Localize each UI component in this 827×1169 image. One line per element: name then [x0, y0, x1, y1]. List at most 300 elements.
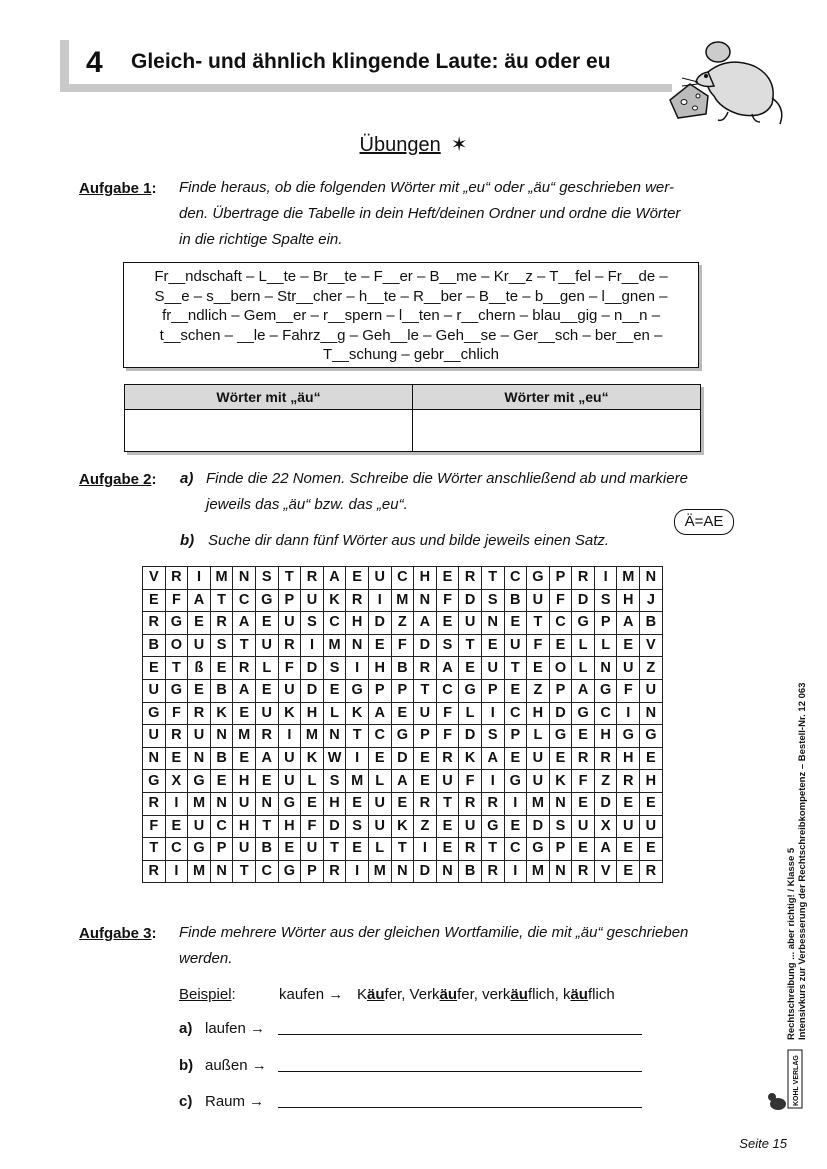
grid-cell[interactable]: R — [617, 770, 640, 793]
grid-cell[interactable]: U — [481, 657, 504, 680]
grid-cell[interactable]: T — [165, 657, 188, 680]
grid-cell[interactable]: E — [572, 792, 595, 815]
grid-cell[interactable]: R — [210, 612, 233, 635]
grid-cell[interactable]: R — [572, 747, 595, 770]
grid-cell[interactable]: U — [278, 679, 301, 702]
grid-cell[interactable]: S — [210, 634, 233, 657]
grid-cell[interactable]: R — [188, 702, 211, 725]
grid-cell[interactable]: G — [572, 702, 595, 725]
grid-cell[interactable]: P — [549, 838, 572, 861]
grid-cell[interactable]: H — [323, 792, 346, 815]
grid-cell[interactable]: J — [640, 589, 663, 612]
grid-cell[interactable]: N — [481, 612, 504, 635]
grid-cell[interactable]: A — [255, 747, 278, 770]
grid-cell[interactable]: E — [255, 679, 278, 702]
grid-cell[interactable]: E — [504, 679, 527, 702]
grid-cell[interactable]: R — [301, 567, 324, 590]
grid-cell[interactable]: R — [165, 567, 188, 590]
grid-cell[interactable]: C — [233, 589, 256, 612]
grid-cell[interactable]: H — [617, 589, 640, 612]
grid-cell[interactable]: R — [436, 747, 459, 770]
grid-cell[interactable]: F — [143, 815, 166, 838]
grid-cell[interactable]: R — [143, 792, 166, 815]
grid-cell[interactable]: P — [549, 679, 572, 702]
grid-cell[interactable]: I — [165, 792, 188, 815]
grid-cell[interactable]: T — [346, 725, 369, 748]
grid-cell[interactable]: U — [617, 815, 640, 838]
word-search-grid[interactable] — [142, 566, 663, 883]
grid-cell[interactable]: U — [368, 792, 391, 815]
grid-cell[interactable]: U — [143, 725, 166, 748]
grid-cell[interactable]: T — [143, 838, 166, 861]
grid-cell[interactable]: N — [210, 725, 233, 748]
grid-cell[interactable]: F — [391, 634, 414, 657]
grid-cell[interactable]: E — [346, 792, 369, 815]
grid-cell[interactable]: K — [549, 770, 572, 793]
grid-cell[interactable]: H — [617, 747, 640, 770]
grid-cell[interactable]: P — [210, 838, 233, 861]
grid-cell[interactable]: R — [143, 612, 166, 635]
grid-cell[interactable]: T — [414, 679, 437, 702]
grid-cell[interactable]: D — [414, 860, 437, 883]
grid-cell[interactable]: E — [617, 792, 640, 815]
grid-cell[interactable]: E — [504, 612, 527, 635]
grid-cell[interactable]: E — [323, 679, 346, 702]
grid-cell[interactable]: H — [278, 815, 301, 838]
grid-cell[interactable]: I — [594, 567, 617, 590]
grid-cell[interactable]: M — [323, 634, 346, 657]
grid-cell[interactable]: U — [278, 747, 301, 770]
grid-cell[interactable]: A — [436, 657, 459, 680]
grid-cell[interactable]: E — [233, 747, 256, 770]
grid-cell[interactable]: R — [459, 567, 482, 590]
grid-cell[interactable]: M — [527, 792, 550, 815]
grid-cell[interactable]: N — [549, 860, 572, 883]
grid-cell[interactable]: U — [572, 815, 595, 838]
grid-cell[interactable]: C — [210, 815, 233, 838]
grid-cell[interactable]: I — [278, 725, 301, 748]
grid-cell[interactable]: M — [527, 860, 550, 883]
answer-line-a[interactable] — [278, 1034, 642, 1035]
grid-cell[interactable]: F — [459, 770, 482, 793]
grid-cell[interactable]: S — [481, 589, 504, 612]
grid-cell[interactable]: E — [527, 657, 550, 680]
grid-cell[interactable]: T — [436, 792, 459, 815]
grid-cell[interactable]: U — [255, 702, 278, 725]
grid-cell[interactable]: C — [391, 567, 414, 590]
grid-cell[interactable]: Z — [414, 815, 437, 838]
grid-cell[interactable]: R — [233, 657, 256, 680]
grid-cell[interactable]: E — [391, 702, 414, 725]
grid-cell[interactable]: E — [188, 612, 211, 635]
grid-cell[interactable]: E — [504, 815, 527, 838]
grid-cell[interactable]: D — [414, 634, 437, 657]
grid-cell[interactable]: Z — [594, 770, 617, 793]
grid-cell[interactable]: A — [368, 702, 391, 725]
grid-cell[interactable]: I — [188, 567, 211, 590]
grid-cell[interactable]: G — [481, 815, 504, 838]
grid-cell[interactable]: D — [549, 702, 572, 725]
grid-cell[interactable]: R — [640, 860, 663, 883]
grid-cell[interactable]: G — [504, 770, 527, 793]
grid-cell[interactable]: M — [188, 792, 211, 815]
grid-cell[interactable]: E — [346, 567, 369, 590]
grid-cell[interactable]: C — [504, 838, 527, 861]
grid-cell[interactable]: T — [255, 815, 278, 838]
grid-cell[interactable]: N — [210, 792, 233, 815]
grid-cell[interactable]: U — [504, 634, 527, 657]
answer-line-b[interactable] — [278, 1071, 642, 1072]
grid-cell[interactable]: N — [233, 567, 256, 590]
grid-cell[interactable]: C — [436, 679, 459, 702]
grid-cell[interactable]: M — [368, 860, 391, 883]
grid-cell[interactable]: B — [210, 679, 233, 702]
grid-cell[interactable]: X — [165, 770, 188, 793]
grid-cell[interactable]: K — [210, 702, 233, 725]
grid-cell[interactable]: V — [594, 860, 617, 883]
grid-cell[interactable]: F — [278, 657, 301, 680]
grid-cell[interactable]: W — [323, 747, 346, 770]
grid-cell[interactable]: G — [617, 725, 640, 748]
grid-cell[interactable]: E — [572, 838, 595, 861]
grid-cell[interactable]: M — [233, 725, 256, 748]
grid-cell[interactable]: U — [459, 612, 482, 635]
grid-cell[interactable]: E — [436, 567, 459, 590]
grid-cell[interactable]: D — [323, 815, 346, 838]
grid-cell[interactable]: E — [617, 838, 640, 861]
grid-cell[interactable]: G — [549, 725, 572, 748]
grid-cell[interactable]: E — [640, 792, 663, 815]
grid-cell[interactable]: E — [640, 838, 663, 861]
grid-cell[interactable]: V — [143, 567, 166, 590]
answer-line-c[interactable] — [278, 1107, 642, 1108]
grid-cell[interactable]: F — [436, 725, 459, 748]
grid-cell[interactable]: E — [368, 747, 391, 770]
grid-cell[interactable]: A — [414, 612, 437, 635]
grid-cell[interactable]: G — [594, 679, 617, 702]
grid-cell[interactable]: K — [391, 815, 414, 838]
grid-cell[interactable]: E — [255, 612, 278, 635]
grid-cell[interactable]: E — [436, 815, 459, 838]
grid-cell[interactable]: I — [301, 634, 324, 657]
grid-cell[interactable]: K — [459, 747, 482, 770]
grid-cell[interactable]: L — [301, 770, 324, 793]
grid-cell[interactable]: U — [278, 612, 301, 635]
grid-cell[interactable]: F — [436, 589, 459, 612]
grid-cell[interactable]: N — [210, 860, 233, 883]
grid-cell[interactable]: R — [481, 792, 504, 815]
grid-cell[interactable]: I — [481, 770, 504, 793]
grid-cell[interactable]: T — [210, 589, 233, 612]
grid-cell[interactable]: P — [301, 860, 324, 883]
grid-cell[interactable]: E — [165, 815, 188, 838]
grid-cell[interactable]: C — [165, 838, 188, 861]
grid-cell[interactable]: U — [617, 657, 640, 680]
grid-cell[interactable]: R — [414, 657, 437, 680]
grid-cell[interactable]: Z — [640, 657, 663, 680]
grid-cell[interactable]: A — [233, 679, 256, 702]
grid-cell[interactable]: H — [346, 612, 369, 635]
grid-cell[interactable]: U — [143, 679, 166, 702]
grid-cell[interactable]: B — [391, 657, 414, 680]
grid-cell[interactable]: C — [504, 702, 527, 725]
table-cell-eu[interactable] — [413, 410, 701, 452]
grid-cell[interactable]: N — [594, 657, 617, 680]
grid-cell[interactable]: G — [391, 725, 414, 748]
grid-cell[interactable]: A — [323, 567, 346, 590]
grid-cell[interactable]: B — [255, 838, 278, 861]
grid-cell[interactable]: T — [278, 567, 301, 590]
grid-cell[interactable]: A — [233, 612, 256, 635]
grid-cell[interactable]: T — [459, 634, 482, 657]
grid-cell[interactable]: A — [188, 589, 211, 612]
grid-cell[interactable]: B — [504, 589, 527, 612]
grid-cell[interactable]: L — [527, 725, 550, 748]
grid-cell[interactable]: G — [527, 838, 550, 861]
grid-cell[interactable]: N — [414, 589, 437, 612]
grid-cell[interactable]: P — [504, 725, 527, 748]
grid-cell[interactable]: L — [594, 634, 617, 657]
grid-cell[interactable]: B — [459, 860, 482, 883]
grid-cell[interactable]: U — [527, 589, 550, 612]
grid-cell[interactable]: E — [368, 634, 391, 657]
grid-cell[interactable]: E — [549, 634, 572, 657]
grid-cell[interactable]: C — [368, 725, 391, 748]
grid-cell[interactable]: U — [640, 679, 663, 702]
grid-cell[interactable]: S — [323, 657, 346, 680]
grid-cell[interactable]: I — [346, 860, 369, 883]
grid-cell[interactable]: P — [414, 725, 437, 748]
grid-cell[interactable]: C — [323, 612, 346, 635]
grid-cell[interactable]: E — [572, 725, 595, 748]
grid-cell[interactable]: T — [481, 838, 504, 861]
grid-cell[interactable]: L — [368, 770, 391, 793]
grid-cell[interactable]: U — [188, 725, 211, 748]
grid-cell[interactable]: P — [481, 679, 504, 702]
grid-cell[interactable]: N — [346, 634, 369, 657]
grid-cell[interactable]: L — [323, 702, 346, 725]
grid-cell[interactable]: R — [143, 860, 166, 883]
grid-cell[interactable]: U — [233, 838, 256, 861]
grid-cell[interactable]: H — [640, 770, 663, 793]
grid-cell[interactable]: N — [640, 567, 663, 590]
grid-cell[interactable]: N — [391, 860, 414, 883]
grid-cell[interactable]: S — [346, 815, 369, 838]
grid-cell[interactable]: K — [278, 702, 301, 725]
grid-cell[interactable]: U — [414, 702, 437, 725]
grid-cell[interactable]: T — [527, 612, 550, 635]
grid-cell[interactable]: E — [233, 702, 256, 725]
grid-cell[interactable]: D — [527, 815, 550, 838]
grid-cell[interactable]: A — [617, 612, 640, 635]
grid-cell[interactable]: U — [278, 770, 301, 793]
grid-cell[interactable]: G — [346, 679, 369, 702]
grid-cell[interactable]: R — [278, 634, 301, 657]
grid-cell[interactable]: E — [301, 792, 324, 815]
grid-cell[interactable]: U — [527, 770, 550, 793]
grid-cell[interactable]: U — [188, 634, 211, 657]
grid-cell[interactable]: O — [549, 657, 572, 680]
grid-cell[interactable]: I — [481, 702, 504, 725]
grid-cell[interactable]: I — [165, 860, 188, 883]
grid-cell[interactable]: E — [255, 770, 278, 793]
grid-cell[interactable]: G — [165, 612, 188, 635]
grid-cell[interactable]: G — [278, 860, 301, 883]
grid-cell[interactable]: I — [368, 589, 391, 612]
grid-cell[interactable]: G — [527, 567, 550, 590]
grid-cell[interactable]: F — [527, 634, 550, 657]
grid-cell[interactable]: N — [188, 747, 211, 770]
grid-cell[interactable]: U — [527, 747, 550, 770]
grid-cell[interactable]: F — [165, 589, 188, 612]
grid-cell[interactable]: E — [617, 860, 640, 883]
grid-cell[interactable]: O — [165, 634, 188, 657]
grid-cell[interactable]: S — [481, 725, 504, 748]
grid-cell[interactable]: E — [346, 838, 369, 861]
grid-cell[interactable]: G — [640, 725, 663, 748]
grid-cell[interactable]: E — [414, 747, 437, 770]
grid-cell[interactable]: M — [188, 860, 211, 883]
grid-cell[interactable]: F — [165, 702, 188, 725]
grid-cell[interactable]: R — [414, 792, 437, 815]
grid-cell[interactable]: G — [188, 838, 211, 861]
grid-cell[interactable]: E — [143, 589, 166, 612]
grid-cell[interactable]: E — [143, 657, 166, 680]
grid-cell[interactable]: I — [414, 838, 437, 861]
grid-cell[interactable]: T — [233, 634, 256, 657]
grid-cell[interactable]: G — [188, 770, 211, 793]
grid-cell[interactable]: P — [594, 612, 617, 635]
grid-cell[interactable]: F — [572, 770, 595, 793]
grid-cell[interactable]: R — [165, 725, 188, 748]
grid-cell[interactable]: T — [481, 567, 504, 590]
grid-cell[interactable]: I — [346, 747, 369, 770]
grid-cell[interactable]: G — [143, 770, 166, 793]
grid-cell[interactable]: I — [617, 702, 640, 725]
grid-cell[interactable]: E — [210, 770, 233, 793]
grid-cell[interactable]: A — [594, 838, 617, 861]
grid-cell[interactable]: I — [504, 792, 527, 815]
grid-cell[interactable]: U — [301, 838, 324, 861]
grid-cell[interactable]: D — [368, 612, 391, 635]
grid-cell[interactable]: G — [143, 702, 166, 725]
grid-cell[interactable]: E — [549, 747, 572, 770]
grid-cell[interactable]: H — [233, 815, 256, 838]
grid-cell[interactable]: R — [572, 860, 595, 883]
grid-cell[interactable]: B — [640, 612, 663, 635]
grid-cell[interactable]: E — [436, 838, 459, 861]
grid-cell[interactable]: V — [640, 634, 663, 657]
grid-cell[interactable]: E — [414, 770, 437, 793]
grid-cell[interactable]: M — [210, 567, 233, 590]
grid-cell[interactable]: U — [436, 770, 459, 793]
grid-cell[interactable]: E — [504, 747, 527, 770]
grid-cell[interactable]: A — [572, 679, 595, 702]
grid-cell[interactable]: E — [165, 747, 188, 770]
grid-cell[interactable]: G — [165, 679, 188, 702]
grid-cell[interactable]: L — [255, 657, 278, 680]
grid-cell[interactable]: I — [346, 657, 369, 680]
grid-cell[interactable]: R — [594, 747, 617, 770]
grid-cell[interactable]: X — [594, 815, 617, 838]
grid-cell[interactable]: M — [301, 725, 324, 748]
grid-cell[interactable]: R — [346, 589, 369, 612]
grid-cell[interactable]: K — [323, 589, 346, 612]
grid-cell[interactable]: A — [391, 770, 414, 793]
grid-cell[interactable]: C — [594, 702, 617, 725]
grid-cell[interactable]: S — [255, 567, 278, 590]
grid-cell[interactable]: F — [301, 815, 324, 838]
grid-cell[interactable]: R — [459, 838, 482, 861]
grid-cell[interactable]: R — [481, 860, 504, 883]
grid-cell[interactable]: E — [436, 612, 459, 635]
grid-cell[interactable]: L — [572, 634, 595, 657]
grid-cell[interactable]: U — [301, 589, 324, 612]
grid-cell[interactable]: U — [255, 634, 278, 657]
grid-cell[interactable]: R — [323, 860, 346, 883]
grid-cell[interactable]: K — [301, 747, 324, 770]
grid-cell[interactable]: C — [549, 612, 572, 635]
grid-cell[interactable]: D — [391, 747, 414, 770]
grid-cell[interactable]: S — [594, 589, 617, 612]
grid-cell[interactable]: G — [459, 679, 482, 702]
grid-cell[interactable]: R — [459, 792, 482, 815]
grid-cell[interactable]: L — [572, 657, 595, 680]
grid-cell[interactable]: E — [459, 657, 482, 680]
grid-cell[interactable]: H — [527, 702, 550, 725]
grid-cell[interactable]: F — [549, 589, 572, 612]
grid-cell[interactable]: D — [301, 657, 324, 680]
grid-cell[interactable]: N — [143, 747, 166, 770]
grid-cell[interactable]: U — [368, 815, 391, 838]
grid-cell[interactable]: M — [346, 770, 369, 793]
grid-cell[interactable]: U — [368, 567, 391, 590]
grid-cell[interactable]: B — [210, 747, 233, 770]
grid-cell[interactable]: E — [640, 747, 663, 770]
grid-cell[interactable]: R — [572, 567, 595, 590]
grid-cell[interactable]: G — [255, 589, 278, 612]
grid-cell[interactable]: Z — [391, 612, 414, 635]
grid-cell[interactable]: H — [368, 657, 391, 680]
grid-cell[interactable]: A — [481, 747, 504, 770]
grid-cell[interactable]: N — [255, 792, 278, 815]
grid-cell[interactable]: S — [323, 770, 346, 793]
table-cell-aeu[interactable] — [125, 410, 413, 452]
grid-cell[interactable]: S — [549, 815, 572, 838]
grid-cell[interactable]: E — [617, 634, 640, 657]
grid-cell[interactable]: U — [233, 792, 256, 815]
grid-cell[interactable]: P — [391, 679, 414, 702]
grid-cell[interactable]: E — [391, 792, 414, 815]
grid-cell[interactable]: U — [459, 815, 482, 838]
grid-cell[interactable]: E — [278, 838, 301, 861]
grid-cell[interactable]: D — [459, 725, 482, 748]
grid-cell[interactable]: N — [640, 702, 663, 725]
grid-cell[interactable]: H — [301, 702, 324, 725]
grid-cell[interactable]: I — [504, 860, 527, 883]
grid-cell[interactable]: D — [594, 792, 617, 815]
grid-cell[interactable]: F — [617, 679, 640, 702]
grid-cell[interactable]: L — [459, 702, 482, 725]
grid-cell[interactable]: T — [323, 838, 346, 861]
grid-cell[interactable]: H — [594, 725, 617, 748]
grid-cell[interactable]: U — [640, 815, 663, 838]
grid-cell[interactable]: E — [188, 679, 211, 702]
grid-cell[interactable]: ß — [188, 657, 211, 680]
grid-cell[interactable]: N — [323, 725, 346, 748]
grid-cell[interactable]: T — [233, 860, 256, 883]
grid-cell[interactable]: C — [255, 860, 278, 883]
